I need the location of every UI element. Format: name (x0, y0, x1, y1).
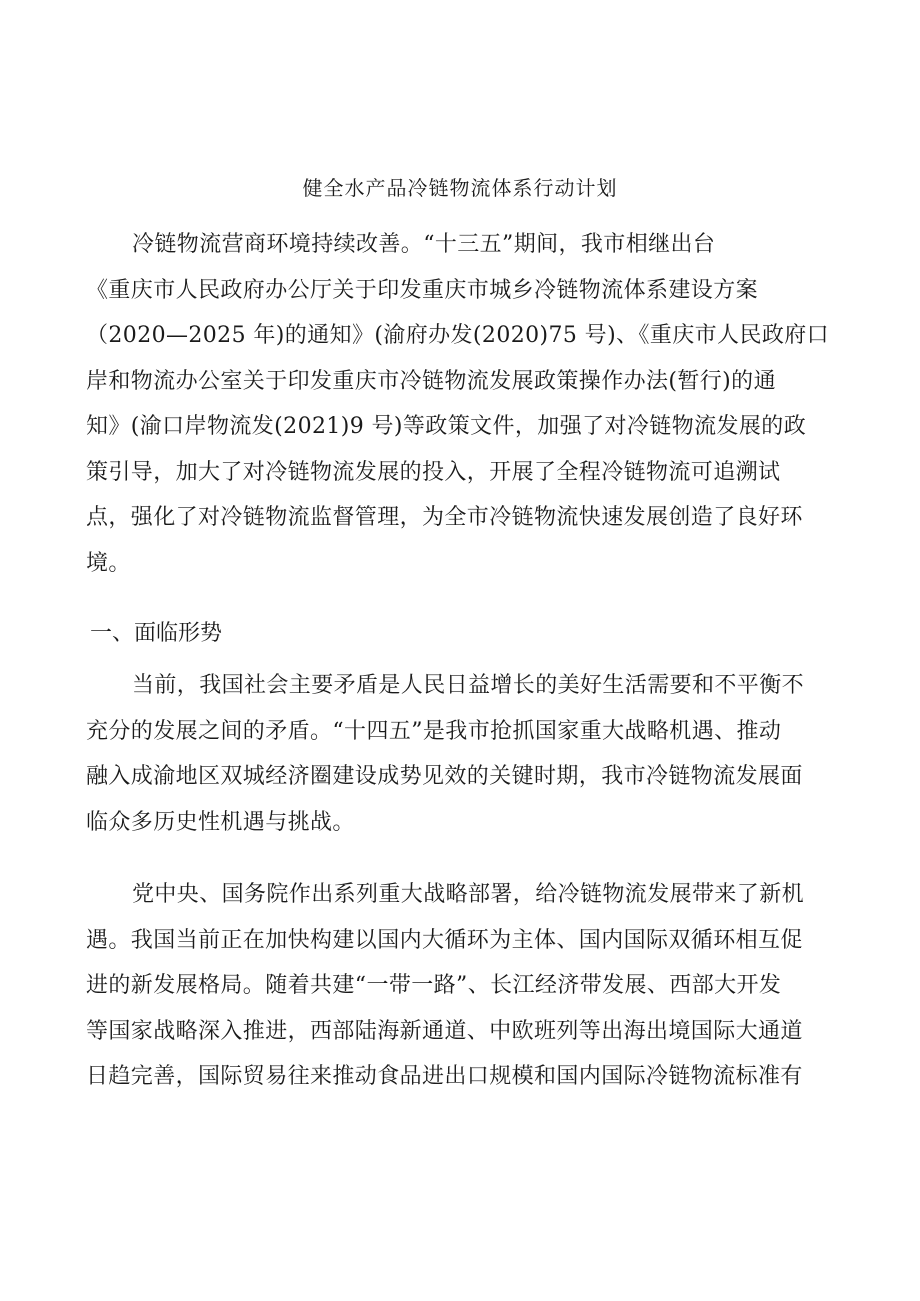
paragraph-line: 冷链物流营商环境持续改善。“十三五”期间，我市相继出台 (132, 232, 716, 257)
paragraph-business-environment (86, 222, 831, 586)
paragraph-line: （2020—2025 年)的通知》(渝府办发(2020)75 号)、《重庆市人民政府口 (86, 323, 830, 348)
paragraph-line: 进的新发展格局。随着共建“一带一路”、长江经济带发展、西部大开发 (86, 973, 782, 998)
paragraph-line: 当前，我国社会主要矛盾是人民日益增长的美好生活需要和不平衡不 (132, 673, 805, 698)
paragraph-new-opportunities (86, 872, 831, 1100)
section-heading: 一、面临形势 (90, 621, 223, 646)
paragraph-line: 充分的发展之间的矛盾。“十四五”是我市抢抓国家重大战略机遇、推动 (86, 718, 782, 744)
paragraph-line: 境。 (86, 550, 131, 576)
paragraph-line: 临众多历史性机遇与挑战。 (86, 809, 355, 835)
paragraph-line: 点，强化了对冷链物流监督管理，为全市冷链物流快速发展创造了良好环 (86, 505, 803, 530)
paragraph-line: 党中央、国务院作出系列重大战略部署，给冷链物流发展带来了新机 (132, 882, 805, 907)
paragraph-line: 日趋完善，国际贸易往来推动食品进出口规模和国内国际冷链物流标准有 (86, 1064, 803, 1089)
document-title: 健全水产品冷链物流体系行动计划 (302, 176, 618, 200)
paragraph-line: 策引导，加大了对冷链物流发展的投入，开展了全程冷链物流可追溯试 (86, 459, 781, 485)
paragraph-current-situation (86, 663, 831, 845)
paragraph-line: 岸和物流办公室关于印发重庆市冷链物流发展政策操作办法(暂行)的通 (86, 368, 776, 394)
paragraph-line: 等国家战略深入推进，西部陆海新通道、中欧班列等出海出境国际大通道 (86, 1018, 803, 1044)
paragraph-line: 知》(渝口岸物流发(2021)9 号)等政策文件，加强了对冷链物流发展的政 (86, 414, 807, 439)
paragraph-line: 《重庆市人民政府办公厅关于印发重庆市城乡冷链物流体系建设方案 (86, 277, 759, 303)
paragraph-line: 遇。我国当前正在加快构建以国内大循环为主体、国内国际双循环相互促 (86, 927, 803, 953)
paragraph-line: 融入成渝地区双城经济圈建设成势见效的关键时期，我市冷链物流发展面 (86, 764, 803, 789)
